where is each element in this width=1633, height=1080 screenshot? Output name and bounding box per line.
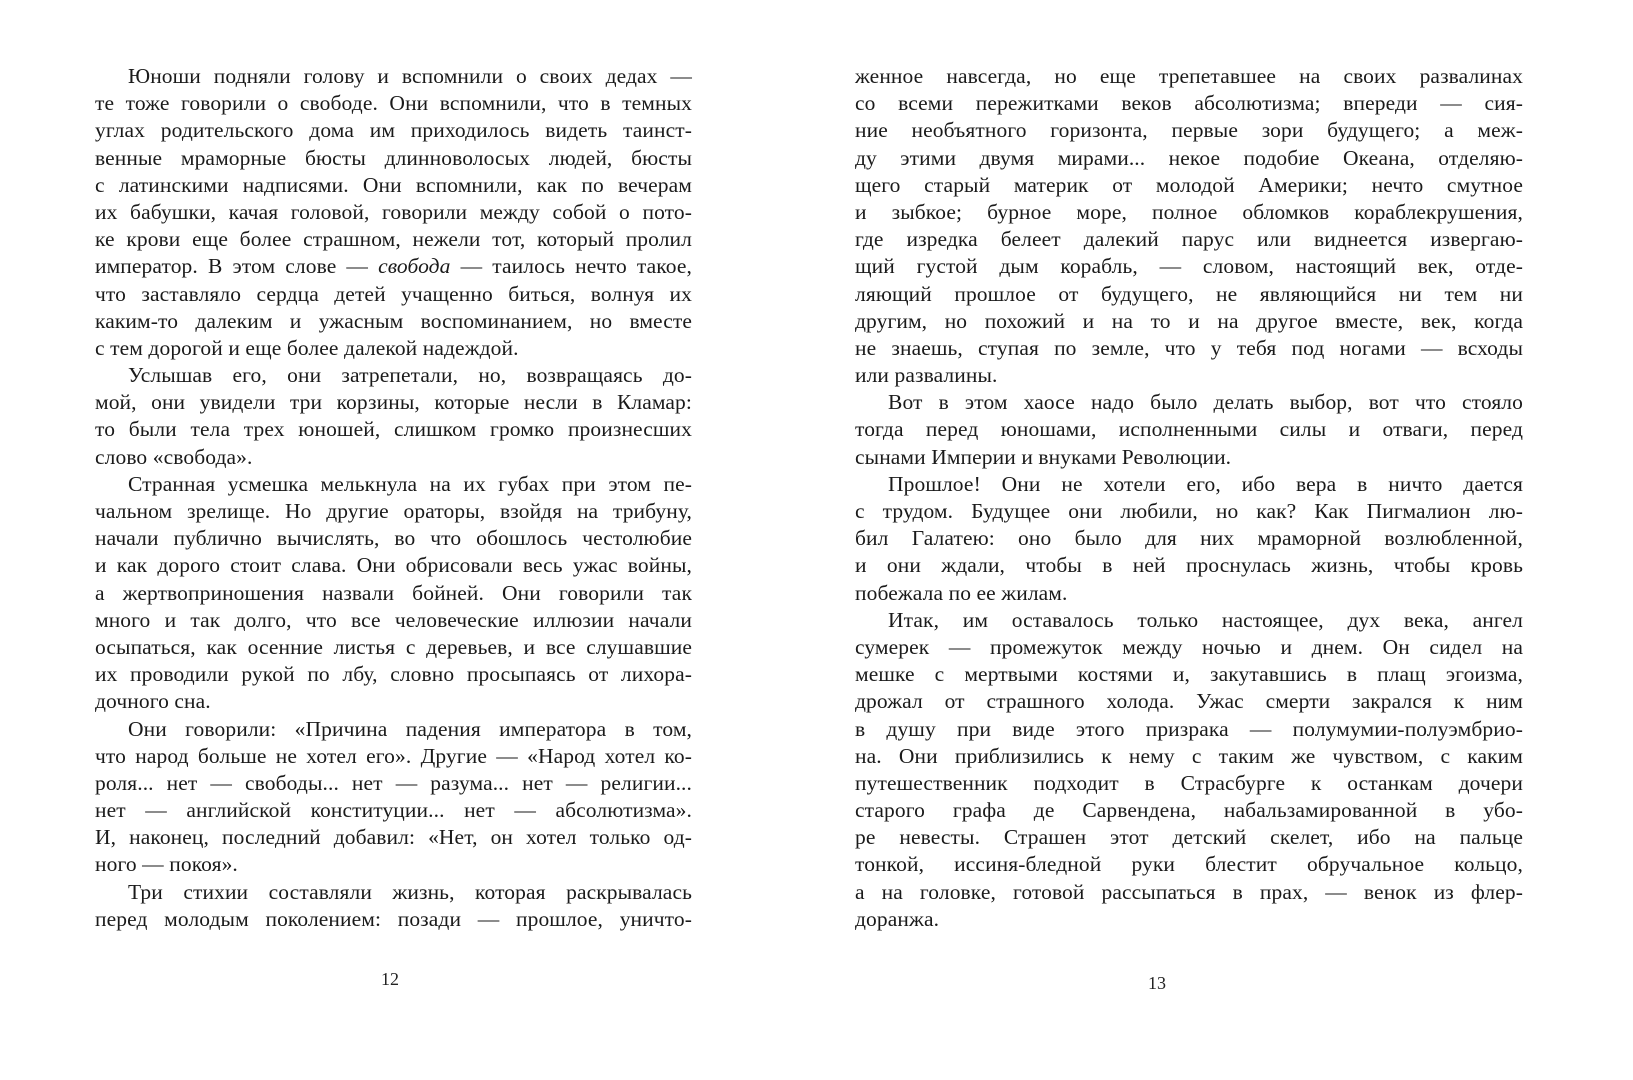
page-number: 13	[1148, 973, 1166, 993]
text-line: щего старый материк от молодой Америки; нечто смутное	[855, 172, 1523, 197]
text-line: в душу при виде этого призрака — полумумии-полуэмбрио-	[855, 716, 1523, 741]
text-line: тонкой, иссиня-бледной руки блестит обручальное кольцо,	[855, 852, 1523, 877]
text-line: венные мраморные бюсты длинноволосых людей, бюсты	[95, 145, 692, 170]
text-line: сынами Империи и внуками Революции.	[855, 444, 1232, 469]
italic-word: свобода	[378, 254, 451, 279]
text-line: нет — английской конституции... нет — абсолютизма».	[95, 798, 692, 823]
text-line: их бабушки, качая головой, говорили между собой о пото-	[95, 199, 692, 224]
page-text-column	[855, 63, 1523, 933]
text-line: с тем дорогой и еще более далекой надеждой.	[95, 335, 519, 360]
text-line: ние необъятного горизонта, первые зори будущего; а меж-	[855, 118, 1523, 143]
text-line: дочного сна.	[95, 689, 211, 714]
text-line: и они ждали, чтобы в ней проснулась жизнь, чтобы кровь	[855, 553, 1523, 578]
text-line: на. Они приблизились к нему с таким же чувством, с каким	[855, 743, 1523, 768]
text-line: где изредка белеет далекий парус или виднеется извергаю-	[855, 227, 1523, 252]
text-line: ке крови еще более страшном, нежели тот, который пролил	[95, 227, 692, 252]
text-line	[95, 253, 692, 280]
text-line: и как дорого стоит слава. Они обрисовали весь ужас войны,	[95, 553, 692, 578]
text-line: слово «свобода».	[95, 444, 253, 469]
text-line: что заставляло сердца детей учащенно биться, волнуя их	[95, 281, 692, 306]
text-line: углах родительского дома им приходилось видеть таинст-	[95, 118, 692, 143]
page-number: 12	[381, 969, 399, 989]
text-line: Три стихии составляли жизнь, которая раскрывалась	[128, 879, 692, 904]
text-line: ду этими двумя мирами... некое подобие Океана, отделяю-	[855, 145, 1523, 170]
text-line: что народ больше не хотел его». Другие — «Народ хотел ко-	[95, 743, 692, 768]
text-line: Услышав его, они затрепетали, но, возвращаясь до-	[128, 363, 692, 388]
text-line: дрожал от страшного холода. Ужас смерти закрался к ним	[855, 689, 1523, 714]
text-line: со всеми пережитками веков абсолютизма; впереди — сия-	[855, 91, 1523, 116]
page-left	[0, 0, 780, 1080]
text-line: чальном зрелище. Но другие ораторы, взойдя на трибуну,	[95, 499, 692, 523]
text-line: не знаешь, ступая по земле, что у тебя под ногами — всходы	[855, 335, 1523, 360]
text-segment: император. В этом слове —	[95, 254, 379, 279]
text-line: ляющий прошлое от будущего, не являющийся ни тем ни	[855, 281, 1523, 306]
text-line: или развалины.	[855, 363, 998, 388]
page-text-column	[95, 63, 692, 933]
text-line: и зыбкое; бурное море, полное обломков кораблекрушения,	[855, 199, 1523, 224]
text-line: каким-то далеким и ужасным воспоминанием, но вместе	[95, 308, 692, 333]
text-line: мой, они увидели три корзины, которые несли в Кламар:	[95, 390, 692, 415]
text-line: те тоже говорили о свободе. Они вспомнили, что в темных	[95, 91, 692, 116]
text-line: побежала по ее жилам.	[855, 580, 1068, 605]
text-line: с трудом. Будущее они любили, но как? Как Пигмалион лю-	[855, 499, 1523, 523]
text-line: перед молодым поколением: позади — прошлое, уничто-	[95, 906, 692, 931]
text-line: Странная усмешка мелькнула на их губах при этом пе-	[128, 471, 692, 496]
text-line: их проводили рукой по лбу, словно просыпаясь от лихора-	[95, 662, 692, 687]
text-line: Они говорили: «Причина падения императора в том,	[128, 716, 692, 741]
text-line: доранжа.	[855, 906, 940, 931]
text-line: сумерек — промежуток между ночью и днем. Он сидел на	[855, 634, 1523, 659]
text-line: старого графа де Сарвендена, набальзамированной в убо-	[855, 798, 1523, 823]
text-line: с латинскими надписями. Они вспомнили, как по вечерам	[95, 172, 692, 197]
text-line: осыпаться, как осенние листья с деревьев, и все слушавшие	[95, 634, 692, 659]
text-line: Вот в этом хаосе надо было делать выбор, вот что стояло	[888, 390, 1523, 415]
text-line: ре невесты. Страшен этот детский скелет, ибо на пальце	[855, 825, 1523, 850]
text-line: Прошлое! Они не хотели его, ибо вера в ничто дается	[888, 471, 1523, 496]
text-line: Юноши подняли голову и вспомнили о своих дедах —	[128, 64, 692, 88]
text-line: начали публично вычислять, во что обошлось честолюбие	[95, 526, 692, 551]
text-segment: — таилось нечто такое,	[450, 254, 692, 279]
text-line: бил Галатею: оно было для них мраморной возлюбленной,	[855, 526, 1523, 551]
text-line: путешественник подходит в Страсбурге к останкам дочери	[855, 770, 1523, 795]
text-line: женное навсегда, но еще трепетавшее на своих развалинах	[855, 64, 1523, 88]
text-line: ного — покоя».	[95, 852, 238, 877]
text-line: И, наконец, последний добавил: «Нет, он хотел только од-	[95, 825, 692, 850]
text-line: щий густой дым корабль, — словом, настоящий век, отде-	[855, 254, 1523, 279]
text-line: мешке с мертвыми костями и, закутавшись в плащ эгоизма,	[855, 662, 1523, 687]
text-line: а жертвоприношения назвали бойней. Они говорили так	[95, 580, 692, 605]
text-line: другим, но похожий и на то и на другое вместе, век, когда	[855, 308, 1523, 333]
text-line: то были тела трех юношей, слишком громко произнесших	[95, 417, 692, 442]
text-line: тогда перед юношами, исполненными силы и отваги, перед	[855, 417, 1523, 442]
text-line: роля... нет — свободы... нет — разума... нет — религии...	[95, 770, 692, 795]
text-line: Итак, им оставалось только настоящее, дух века, ангел	[888, 607, 1523, 632]
text-line: много и так долго, что все человеческие иллюзии начали	[95, 607, 692, 632]
text-line: а на головке, готовой рассыпаться в прах, — венок из флер-	[855, 879, 1523, 904]
page-right	[800, 0, 1633, 1080]
